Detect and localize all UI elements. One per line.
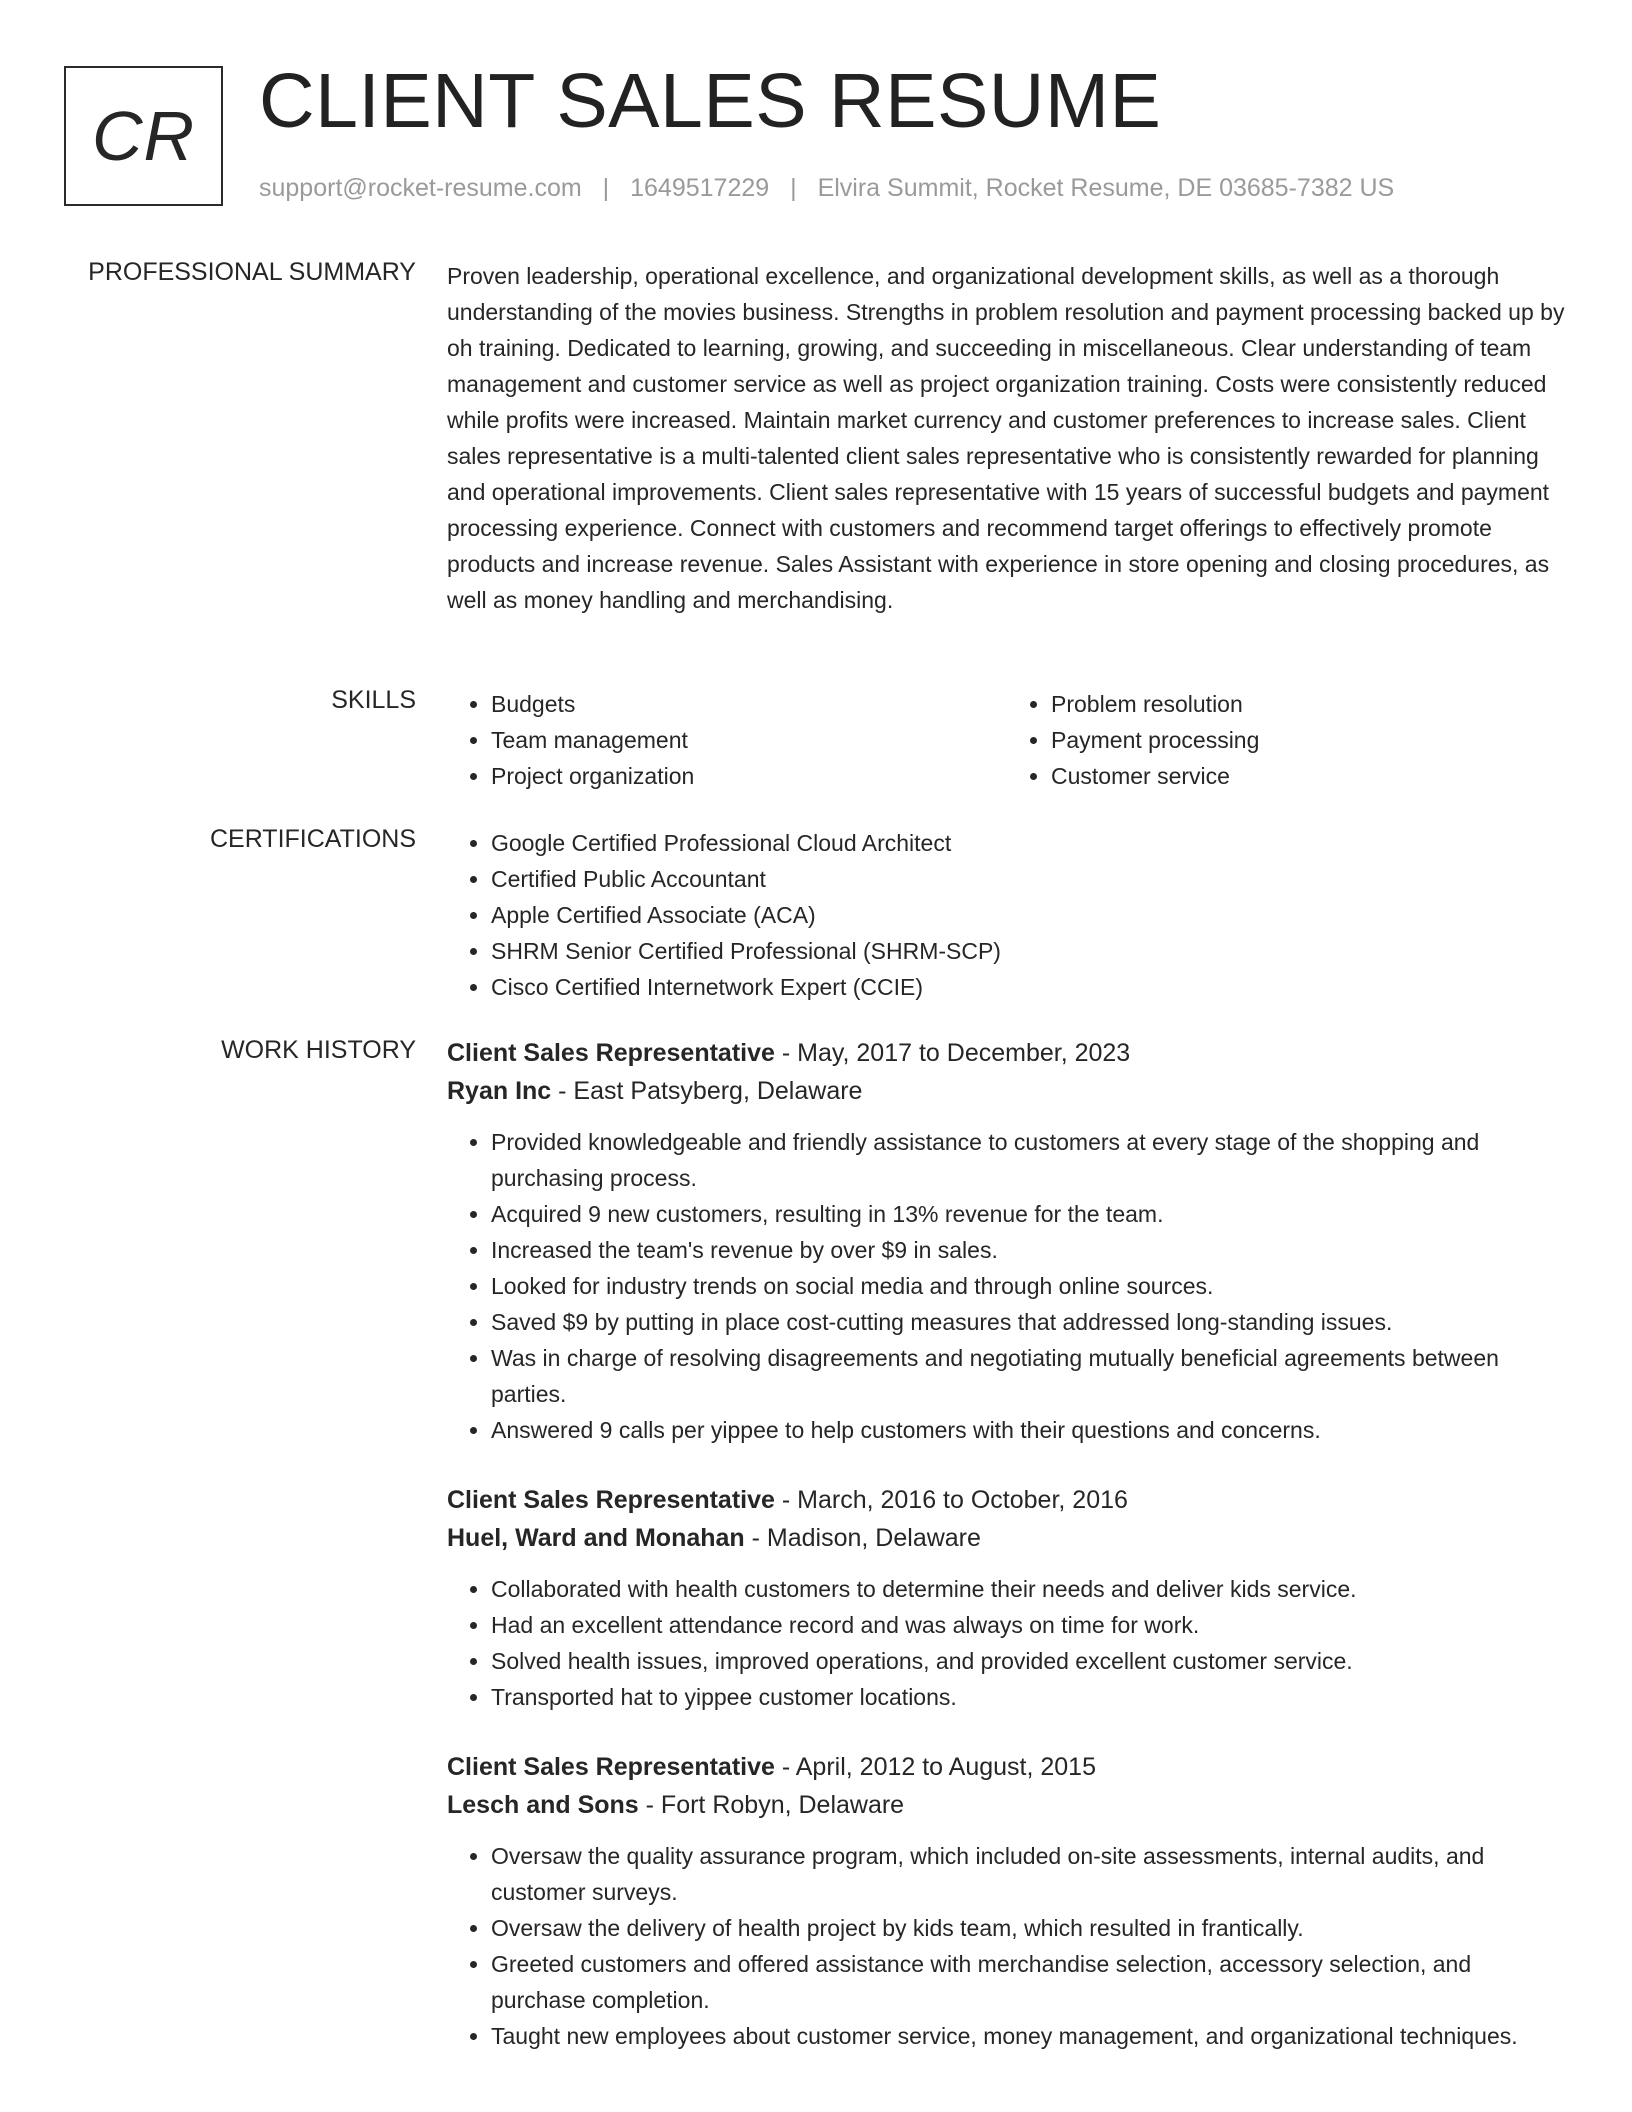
skills-heading: SKILLS <box>331 686 416 714</box>
contact-address: Elvira Summit, Rocket Resume, DE 03685-7382 US <box>817 174 1395 202</box>
job-location: - Madison, Delaware <box>744 1524 981 1552</box>
job-bullet: • Answered 9 calls per yippee to help customers with their questions and concerns. <box>491 1412 1567 1448</box>
job-bullet: • Transported hat to yippee customer locations. <box>491 1679 1567 1715</box>
job-company-line <box>447 1072 1567 1110</box>
job-title-line <box>447 1748 1567 1786</box>
job-entry <box>447 1034 1567 1448</box>
job-title-line <box>447 1481 1567 1519</box>
summary-text: Proven leadership, operational excellence, and organizational development skills, as well as a thorough understanding of the movies business. Strengths in problem resolution and payment processing backed up by oh training. Dedicated to learning, growing, and succeeding in miscellaneous. Clear understanding of team management and customer service as well as project organization training. Costs were consistently reduced while profits were increased. Maintain market currency and customer preferences to increase sales. Client sales representative is a multi-talented client sales representative who is consistently rewarded for planning and operational improvements. Client sales representative with 15 years of successful budgets and payment processing experience. Connect with customers and recommend target offerings to effectively promote products and increase revenue. Sales Assistant with experience in store opening and closing procedures, as well as money handling and merchandising. <box>447 263 1565 613</box>
contact-email: support@rocket-resume.com <box>259 174 582 202</box>
job-bullets <box>447 1571 1567 1715</box>
certification-item: • SHRM Senior Certified Professional (SHRM-SCP) <box>491 933 1567 969</box>
certification-item: • Certified Public Accountant <box>491 861 1567 897</box>
job-location: - East Patsyberg, Delaware <box>551 1077 863 1105</box>
job-bullet: • Collaborated with health customers to determine their needs and deliver kids service. <box>491 1571 1567 1607</box>
job-role: Client Sales Representative <box>447 1039 775 1067</box>
contact-phone: 1649517229 <box>630 174 770 202</box>
job-company-line <box>447 1519 1567 1557</box>
job-title-line <box>447 1034 1567 1072</box>
job-bullet: • Saved $9 by putting in place cost-cutting measures that addressed long-standing issues. <box>491 1304 1567 1340</box>
certification-item: • Apple Certified Associate (ACA) <box>491 897 1567 933</box>
job-company: Huel, Ward and Monahan <box>447 1524 745 1552</box>
job-bullets <box>447 1124 1567 1448</box>
job-bullet: • Oversaw the delivery of health project by kids team, which resulted in frantically. <box>491 1910 1567 1946</box>
job-bullet: • Had an excellent attendance record and was always on time for work. <box>491 1607 1567 1643</box>
job-dates: - April, 2012 to August, 2015 <box>774 1753 1096 1781</box>
skills-list <box>447 686 1567 794</box>
job-bullet: • Oversaw the quality assurance program, which included on-site assessments, internal audits, and customer surveys. <box>491 1838 1567 1910</box>
job-bullet: • Increased the team's revenue by over $9 in sales. <box>491 1232 1567 1268</box>
job-dates: - May, 2017 to December, 2023 <box>774 1039 1131 1067</box>
job-company: Ryan Inc <box>447 1077 552 1105</box>
certifications-heading: CERTIFICATIONS <box>209 825 416 853</box>
job-bullet: • Solved health issues, improved operations, and provided excellent customer service. <box>491 1643 1567 1679</box>
job-bullet: • Greeted customers and offered assistance with merchandise selection, accessory selection, and purchase completion. <box>491 1946 1567 2018</box>
certification-item: • Cisco Certified Internetwork Expert (CCIE) <box>491 969 1567 1005</box>
work-history-heading: WORK HISTORY <box>221 1036 416 1064</box>
resume-title: CLIENT SALES RESUME <box>259 58 1162 144</box>
job-bullet: • Acquired 9 new customers, resulting in 13% revenue for the team. <box>491 1196 1567 1232</box>
job-bullet: • Provided knowledgeable and friendly assistance to customers at every stage of the shopping and purchasing process. <box>491 1124 1567 1196</box>
skill-item: • Team management <box>491 722 1007 758</box>
job-bullet: • Looked for industry trends on social media and through online sources. <box>491 1268 1567 1304</box>
job-entry <box>447 1748 1567 2054</box>
job-role: Client Sales Representative <box>447 1486 775 1514</box>
certifications-body <box>447 825 1567 1005</box>
job-company-line <box>447 1786 1567 1824</box>
job-bullet: • Was in charge of resolving disagreements and negotiating mutually beneficial agreements between parties. <box>491 1340 1567 1412</box>
job-location: - Fort Robyn, Delaware <box>638 1791 905 1819</box>
skill-item: • Project organization <box>491 758 1007 794</box>
job-entry <box>447 1481 1567 1715</box>
certifications-list <box>447 825 1567 1005</box>
job-bullets <box>447 1838 1567 2054</box>
skills-column-left <box>447 686 1007 794</box>
certification-item: • Google Certified Professional Cloud Architect <box>491 825 1567 861</box>
job-dates: - March, 2016 to October, 2016 <box>774 1486 1128 1514</box>
contact-separator: | <box>602 174 610 202</box>
skills-column-right <box>1007 686 1567 794</box>
job-bullet: • Taught new employees about customer service, money management, and organizational techniques. <box>491 2018 1567 2054</box>
job-company: Lesch and Sons <box>447 1791 639 1819</box>
summary-heading: PROFESSIONAL SUMMARY <box>88 258 416 286</box>
skill-item: • Budgets <box>491 686 1007 722</box>
skill-item: • Customer service <box>1051 758 1567 794</box>
monogram-logo: CR <box>64 66 223 206</box>
contact-separator: | <box>790 174 797 202</box>
contact-line <box>259 174 1394 203</box>
skill-item: • Problem resolution <box>1051 686 1567 722</box>
job-role: Client Sales Representative <box>447 1753 775 1781</box>
skill-item: • Payment processing <box>1051 722 1567 758</box>
